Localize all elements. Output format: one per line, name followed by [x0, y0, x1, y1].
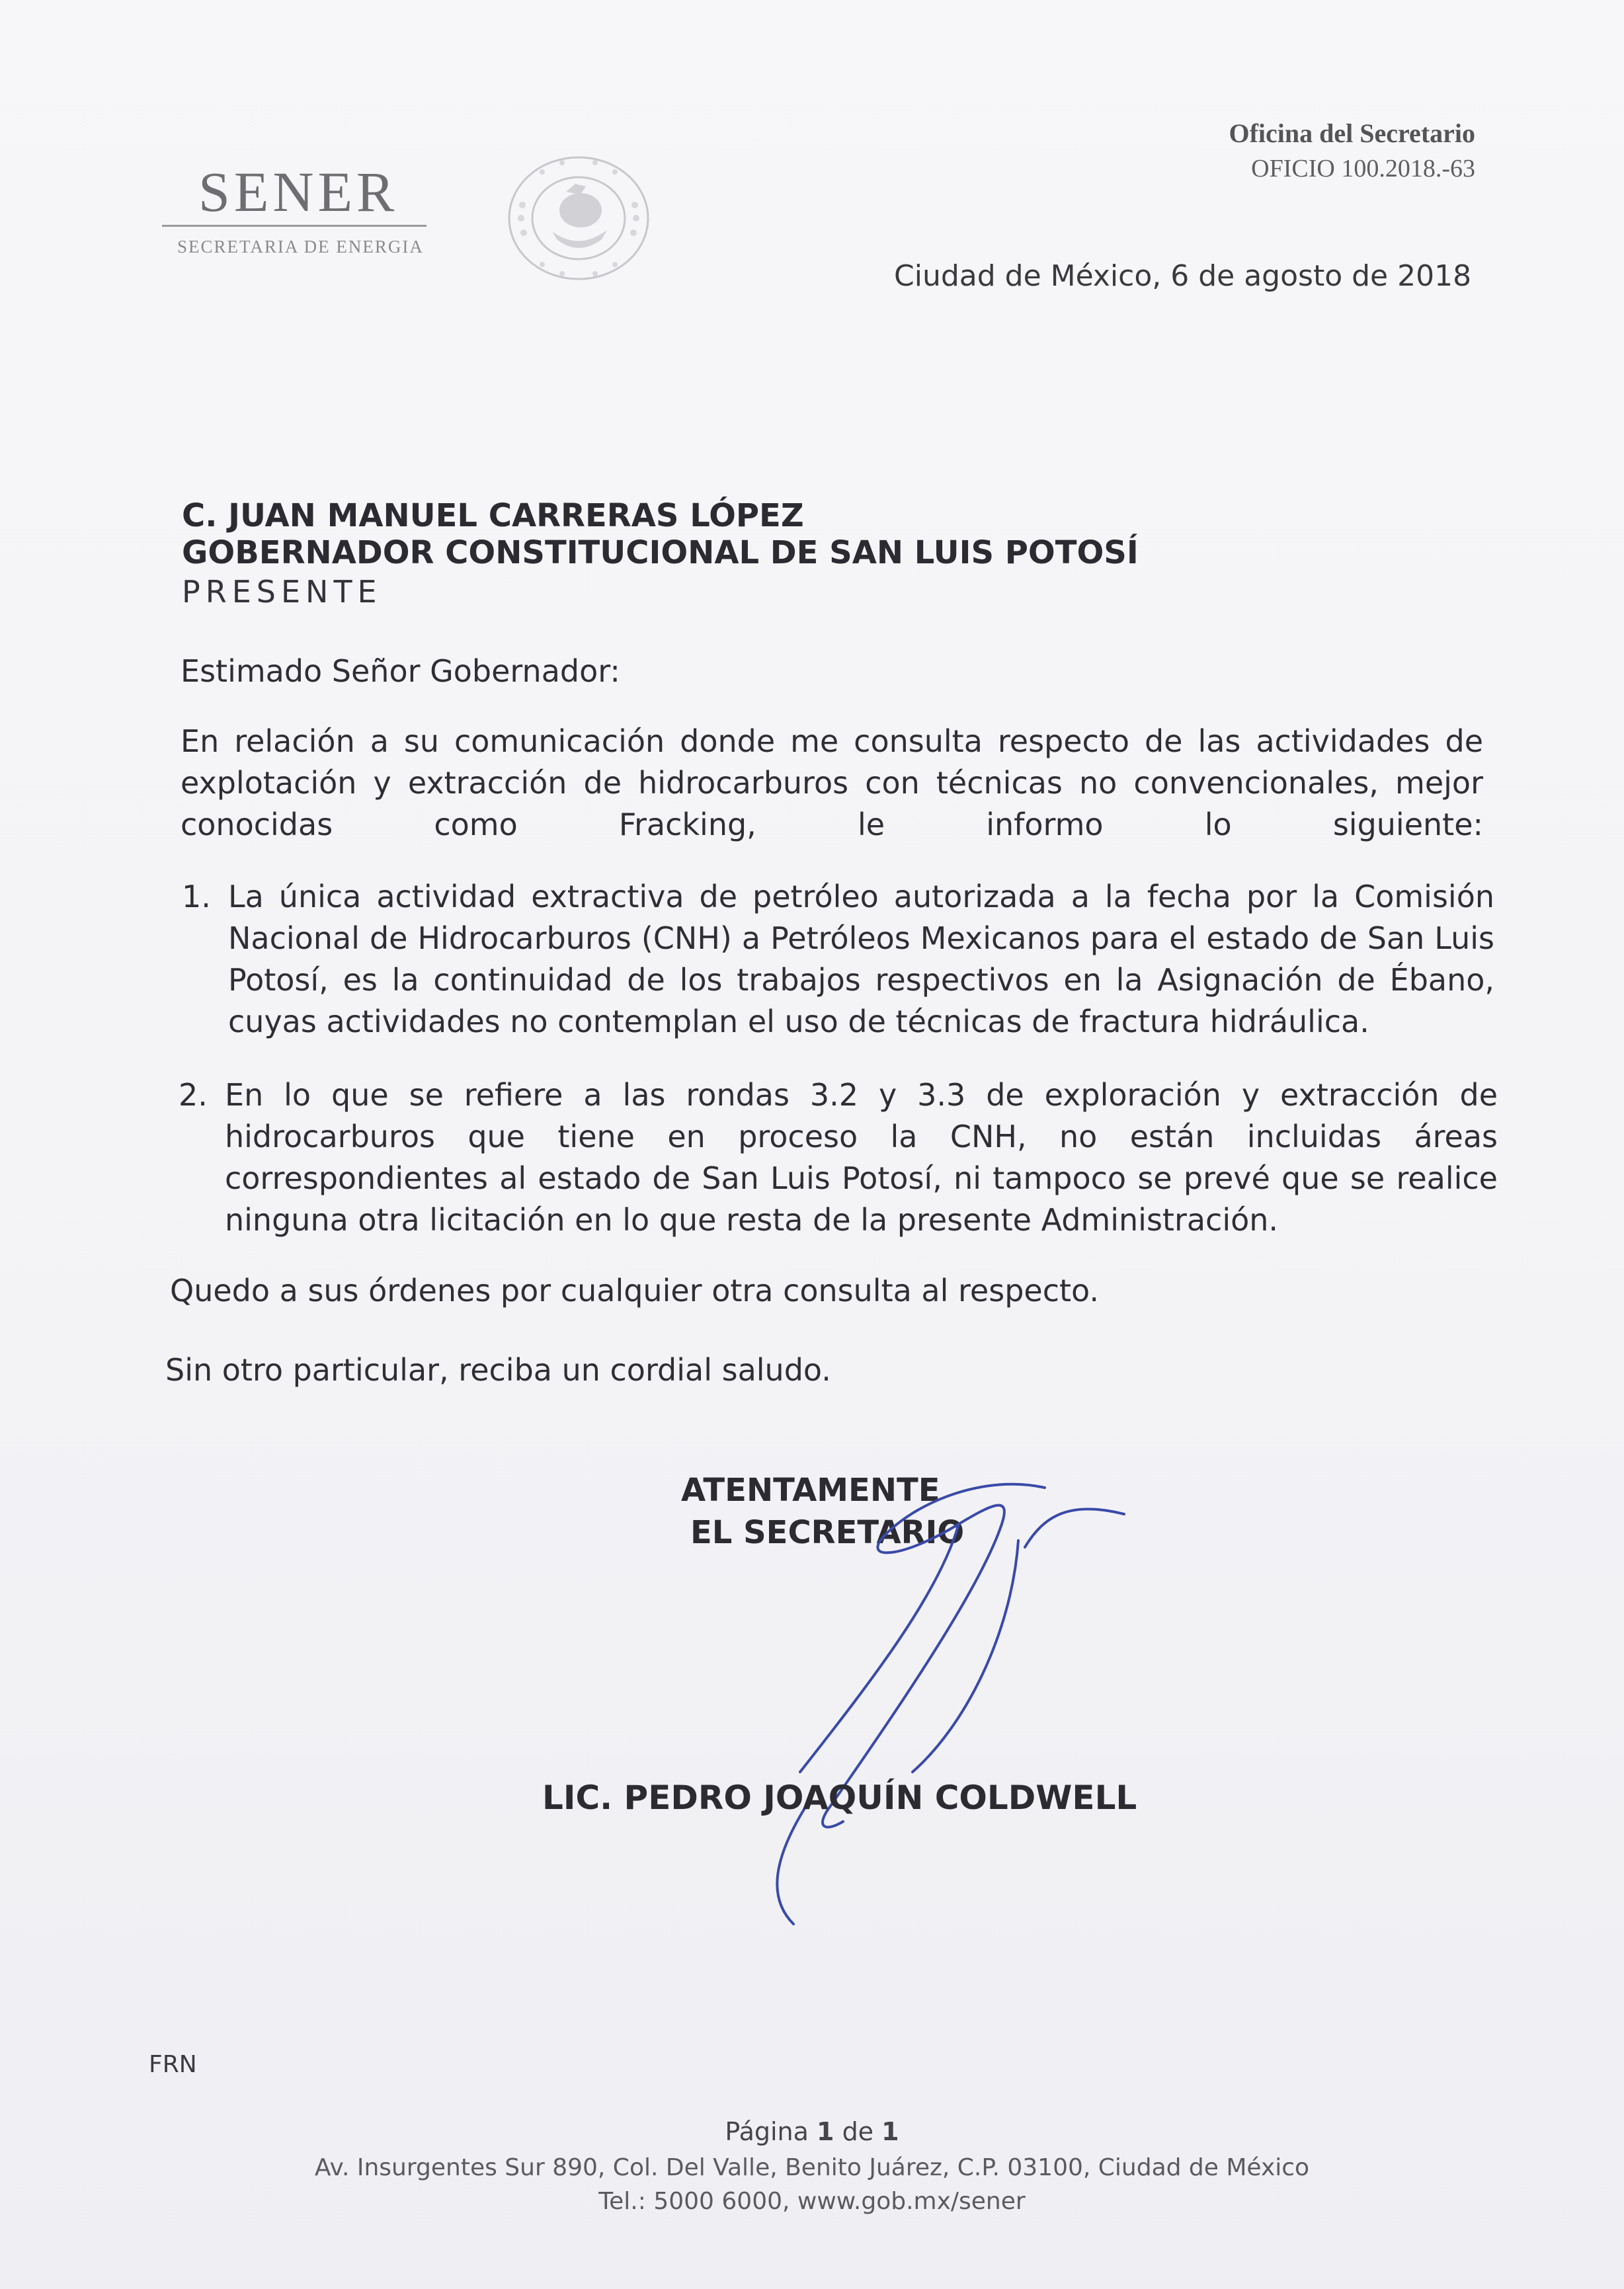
page-footer	[0, 2117, 1624, 2215]
footer-address: Av. Insurgentes Sur 890, Col. Del Valle, Benito Juárez, C.P. 03100, Ciudad de México	[314, 2154, 1310, 2181]
office-header	[1229, 118, 1476, 183]
list-item-number: 1.	[182, 879, 211, 914]
list-item-text: En lo que se refiere a las rondas 3.2 y 3.3 de exploración y extracción de hidrocarburos que tiene en proceso la CNH, no están incluidas áreas correspondientes al estado de San Luis Potosí, ni tampoco se prevé que se realice ninguna otra licitación en lo que resta de la presente Administración.	[225, 1077, 1498, 1238]
sign-line-atentamente: ATENTAMENTE	[681, 1472, 940, 1509]
sener-logo: SENER	[198, 160, 399, 223]
page-of: de	[842, 2117, 874, 2146]
office-title: Oficina del Secretario	[1229, 118, 1475, 148]
presente-label: PRESENTE	[182, 574, 382, 610]
intro-paragraph: En relación a su comunicación donde me consulta respecto de las actividades de explotación y extracción de hidrocarburos con técnicas no convencionales, mejor conocidas como Fracking, le informo lo siguiente:	[181, 723, 1483, 842]
recipient-block	[182, 497, 1139, 571]
closing-line: Quedo a sus órdenes por cualquier otra consulta al respecto.	[170, 1273, 1099, 1308]
office-reference: OFICIO 100.2018.-63	[1251, 155, 1475, 182]
footer-contact: Tel.: 5000 6000, www.gob.mx/sener	[598, 2188, 1026, 2215]
initials: FRN	[149, 2051, 197, 2078]
list-item	[179, 1074, 1498, 1241]
list-item	[182, 876, 1494, 1043]
letter-date: Ciudad de México, 6 de agosto de 2018	[894, 259, 1472, 293]
page-total: 1	[881, 2117, 899, 2146]
recipient-name: C. JUAN MANUEL CARRERAS LÓPEZ	[182, 497, 804, 534]
greeting: Estimado Señor Gobernador:	[181, 653, 620, 689]
coat-of-arms-seal-icon	[503, 152, 655, 284]
page-current: 1	[817, 2117, 834, 2146]
recipient-title: GOBERNADOR CONSTITUCIONAL DE SAN LUIS POTOSÍ	[182, 534, 1139, 571]
page-number	[0, 2117, 1624, 2146]
handwritten-signature	[701, 1461, 1177, 1944]
list-item-text: La única actividad extractiva de petróleo autorizada a la fecha por la Comisión Nacional de Hidrocarburos (CNH) a Petróleos Mexicanos para el estado de San Luis Potosí, es la continuidad de los trabajos respectivos en la Asignación de Ébano, cuyas actividades no contemplan el uso de técnicas de fractura hidráulica.	[228, 879, 1494, 1039]
page-word: Página	[725, 2117, 809, 2146]
logo-subtitle: SECRETARIA DE ENERGIA	[177, 237, 424, 257]
logo-divider	[162, 225, 426, 227]
list-item-number: 2.	[179, 1077, 208, 1113]
closing-salutation: Sin otro particular, reciba un cordial saludo.	[165, 1352, 831, 1388]
sign-line-secretario: EL SECRETARIO	[690, 1514, 965, 1551]
signer-name: LIC. PEDRO JOAQUÍN COLDWELL	[542, 1779, 1137, 1817]
